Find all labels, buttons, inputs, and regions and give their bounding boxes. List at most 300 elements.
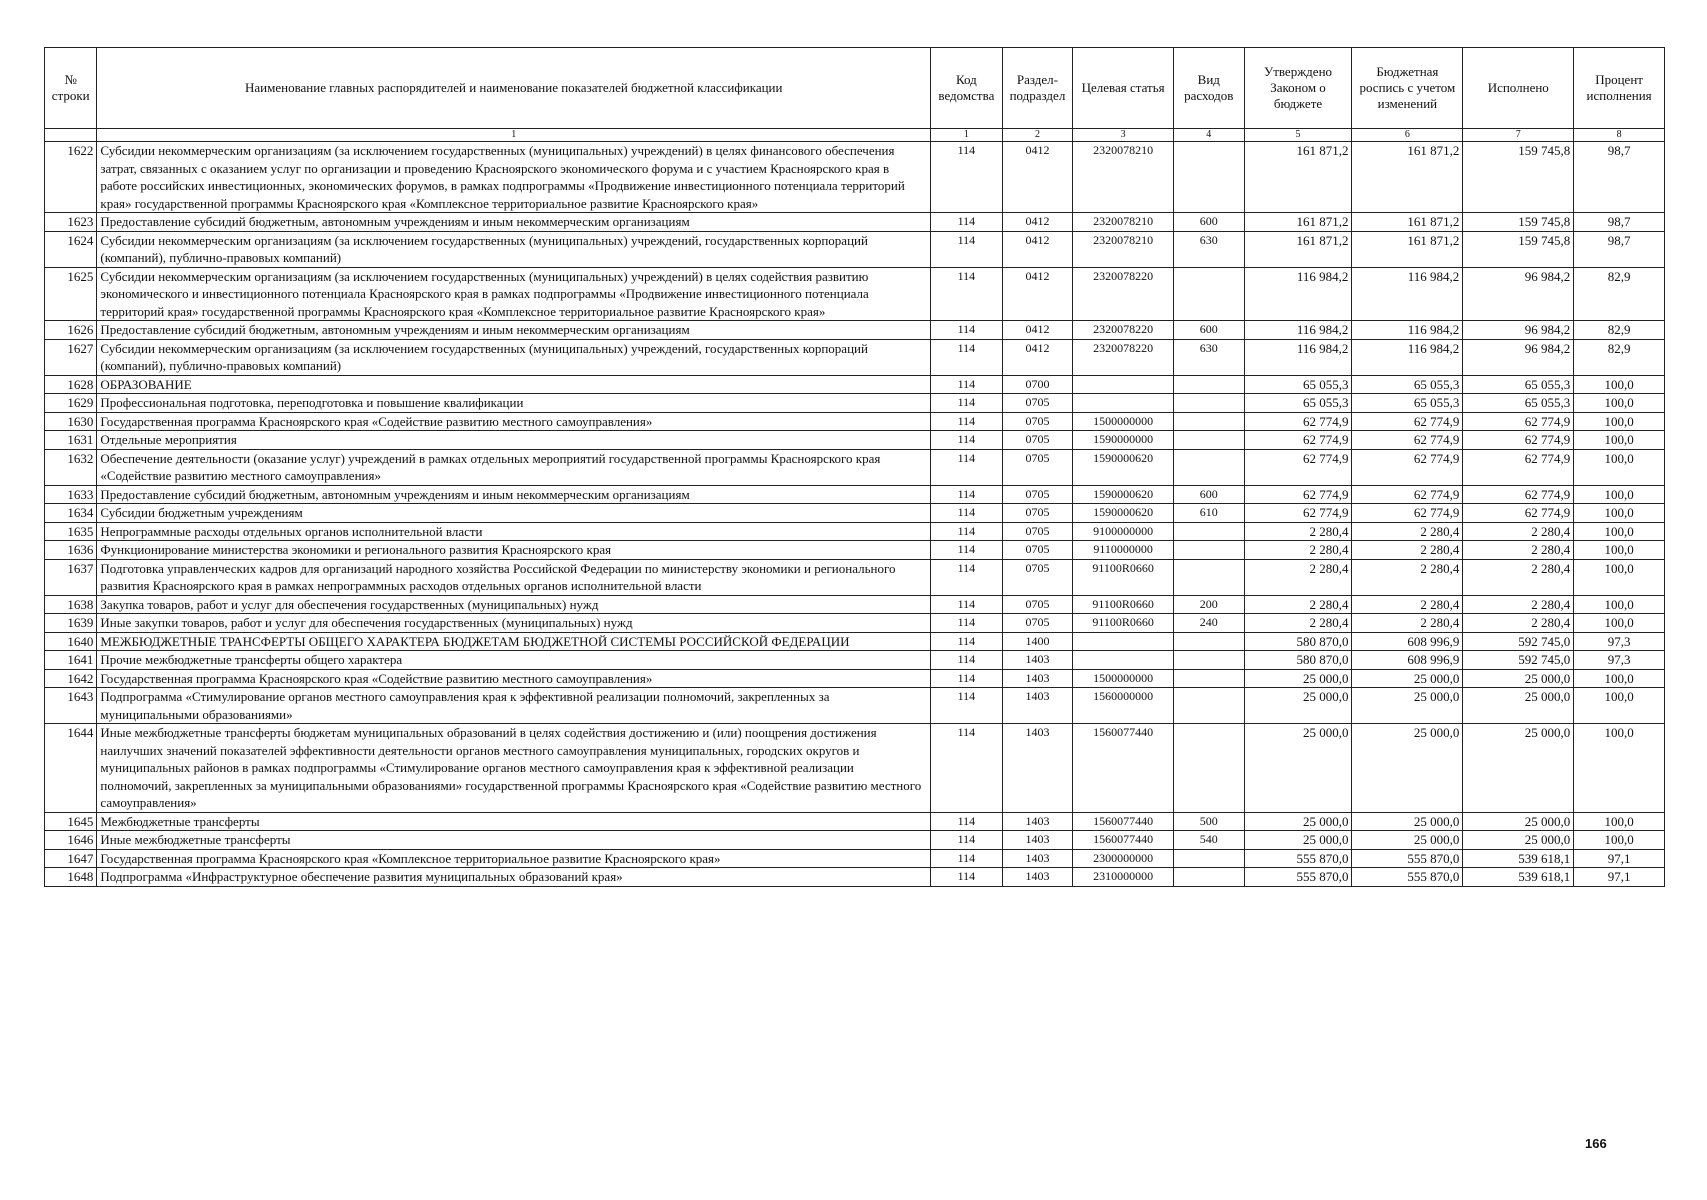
executed-amount: 25 000,0 — [1463, 669, 1574, 688]
table-row — [45, 724, 1665, 813]
row-name: Закупка товаров, работ и услуг для обеспечения государственных (муниципальных) нужд — [97, 595, 931, 614]
dept-code: 114 — [931, 669, 1003, 688]
header-target-article: Целевая статья — [1073, 48, 1174, 129]
approved-amount: 62 774,9 — [1244, 431, 1352, 450]
budget-amount: 116 984,2 — [1352, 339, 1463, 375]
row-number: 1643 — [45, 688, 97, 724]
executed-amount: 65 055,3 — [1463, 375, 1574, 394]
section-code: 0412 — [1002, 267, 1073, 321]
row-number: 1644 — [45, 724, 97, 813]
executed-amount: 62 774,9 — [1463, 449, 1574, 485]
row-name: Подпрограмма «Стимулирование органов местного самоуправления края к эффективной реализации полномочий, закрепленных за муниципальными образованиями» — [97, 688, 931, 724]
target-article: 9110000000 — [1073, 541, 1174, 560]
dept-code: 114 — [931, 632, 1003, 651]
row-name: Отдельные мероприятия — [97, 431, 931, 450]
percent-executed: 100,0 — [1574, 688, 1665, 724]
expense-type — [1174, 651, 1245, 670]
expense-type — [1174, 669, 1245, 688]
approved-amount: 62 774,9 — [1244, 449, 1352, 485]
row-number: 1627 — [45, 339, 97, 375]
executed-amount: 2 280,4 — [1463, 559, 1574, 595]
budget-amount: 2 280,4 — [1352, 614, 1463, 633]
header-row — [45, 48, 1665, 129]
percent-executed: 100,0 — [1574, 375, 1665, 394]
section-code: 0412 — [1002, 339, 1073, 375]
executed-amount: 539 618,1 — [1463, 849, 1574, 868]
row-name: Иные межбюджетные трансферты бюджетам муниципальных образований в целях содействия достижению и (или) поощрения достижения наилучших значений показателей эффективности деятельности органов местного самоуправления муниципальных, городских округов и муниципальных районов в рамках подпрограммы «Стимулирование органов местного самоуправления края к эффективной реализации полномочий, закрепленных за муниципальными образованиями» государственной программы Красноярского края «Содействие развитию местного самоуправления» — [97, 724, 931, 813]
executed-amount: 159 745,8 — [1463, 142, 1574, 213]
column-number: 7 — [1463, 129, 1574, 142]
dept-code: 114 — [931, 724, 1003, 813]
row-number: 1647 — [45, 849, 97, 868]
row-number: 1641 — [45, 651, 97, 670]
row-number: 1623 — [45, 213, 97, 232]
approved-amount: 2 280,4 — [1244, 559, 1352, 595]
section-code: 1403 — [1002, 669, 1073, 688]
dept-code: 114 — [931, 651, 1003, 670]
budget-amount: 2 280,4 — [1352, 559, 1463, 595]
row-number: 1626 — [45, 321, 97, 340]
row-number: 1638 — [45, 595, 97, 614]
approved-amount: 25 000,0 — [1244, 688, 1352, 724]
target-article — [1073, 632, 1174, 651]
approved-amount: 62 774,9 — [1244, 412, 1352, 431]
section-code: 1403 — [1002, 868, 1073, 887]
target-article: 2320078210 — [1073, 213, 1174, 232]
table-row — [45, 595, 1665, 614]
header-row-number: № строки — [45, 48, 97, 129]
section-code: 0700 — [1002, 375, 1073, 394]
approved-amount: 25 000,0 — [1244, 831, 1352, 850]
budget-amount: 555 870,0 — [1352, 849, 1463, 868]
approved-amount: 580 870,0 — [1244, 632, 1352, 651]
approved-amount: 25 000,0 — [1244, 812, 1352, 831]
budget-amount: 62 774,9 — [1352, 449, 1463, 485]
approved-amount: 2 280,4 — [1244, 595, 1352, 614]
row-name: Подготовка управленческих кадров для организаций народного хозяйства Российской Федерации по министерству экономики и регионального развития Красноярского края в рамках непрограммных расходов отдельных органов исполнительной власти — [97, 559, 931, 595]
section-code: 0705 — [1002, 485, 1073, 504]
section-code: 0705 — [1002, 559, 1073, 595]
target-article: 91100R0660 — [1073, 595, 1174, 614]
dept-code: 114 — [931, 449, 1003, 485]
budget-amount: 116 984,2 — [1352, 267, 1463, 321]
approved-amount: 555 870,0 — [1244, 868, 1352, 887]
table-row — [45, 614, 1665, 633]
section-code: 0705 — [1002, 595, 1073, 614]
percent-executed: 82,9 — [1574, 339, 1665, 375]
target-article: 2320078210 — [1073, 231, 1174, 267]
row-name: Субсидии некоммерческим организациям (за исключением государственных (муниципальных) учреждений) в целях финансового обеспечения затрат, связанных с оказанием услуг по организации и проведению Красноярского экономического форума и с участием Красноярского края в работе российских инвестиционных, экономических форумов, в рамках подпрограммы «Продвижение инвестиционного потенциала территорий края» государственной программы Красноярского края «Комплексное территориальное развитие Красноярского края» — [97, 142, 931, 213]
expense-type — [1174, 541, 1245, 560]
percent-executed: 100,0 — [1574, 724, 1665, 813]
budget-amount: 2 280,4 — [1352, 595, 1463, 614]
row-name: Прочие межбюджетные трансферты общего характера — [97, 651, 931, 670]
section-code: 1403 — [1002, 849, 1073, 868]
budget-amount: 25 000,0 — [1352, 688, 1463, 724]
dept-code: 114 — [931, 142, 1003, 213]
expense-type: 630 — [1174, 231, 1245, 267]
expense-type — [1174, 142, 1245, 213]
target-article — [1073, 375, 1174, 394]
row-name: Государственная программа Красноярского края «Содействие развитию местного самоуправления» — [97, 669, 931, 688]
section-code: 1403 — [1002, 812, 1073, 831]
approved-amount: 2 280,4 — [1244, 614, 1352, 633]
approved-amount: 161 871,2 — [1244, 142, 1352, 213]
table-row — [45, 669, 1665, 688]
row-number: 1632 — [45, 449, 97, 485]
approved-amount: 62 774,9 — [1244, 485, 1352, 504]
percent-executed: 100,0 — [1574, 812, 1665, 831]
row-number: 1645 — [45, 812, 97, 831]
target-article — [1073, 651, 1174, 670]
row-name: Непрограммные расходы отдельных органов исполнительной власти — [97, 522, 931, 541]
dept-code: 114 — [931, 375, 1003, 394]
executed-amount: 62 774,9 — [1463, 504, 1574, 523]
dept-code: 114 — [931, 412, 1003, 431]
row-name: Иные межбюджетные трансферты — [97, 831, 931, 850]
approved-amount: 2 280,4 — [1244, 522, 1352, 541]
executed-amount: 539 618,1 — [1463, 868, 1574, 887]
expense-type — [1174, 559, 1245, 595]
expense-type — [1174, 724, 1245, 813]
table-row — [45, 632, 1665, 651]
dept-code: 114 — [931, 504, 1003, 523]
header-budget-schedule: Бюджетная роспись с учетом изменений — [1352, 48, 1463, 129]
budget-amount: 161 871,2 — [1352, 231, 1463, 267]
column-number: 3 — [1073, 129, 1174, 142]
expense-type: 240 — [1174, 614, 1245, 633]
table-row — [45, 231, 1665, 267]
row-name: Субсидии некоммерческим организациям (за исключением государственных (муниципальных) учреждений, государственных корпораций (компаний), публично-правовых компаний) — [97, 231, 931, 267]
page-number: 166 — [1585, 1136, 1607, 1151]
row-number: 1635 — [45, 522, 97, 541]
row-name: Функционирование министерства экономики и регионального развития Красноярского края — [97, 541, 931, 560]
dept-code: 114 — [931, 522, 1003, 541]
table-row — [45, 339, 1665, 375]
expense-type: 600 — [1174, 321, 1245, 340]
row-number: 1625 — [45, 267, 97, 321]
row-number: 1628 — [45, 375, 97, 394]
percent-executed: 97,3 — [1574, 651, 1665, 670]
row-number: 1624 — [45, 231, 97, 267]
percent-executed: 100,0 — [1574, 431, 1665, 450]
header-percent: Процент исполнения — [1574, 48, 1665, 129]
percent-executed: 100,0 — [1574, 541, 1665, 560]
header-executed: Исполнено — [1463, 48, 1574, 129]
column-number — [45, 129, 97, 142]
row-name: Государственная программа Красноярского края «Комплексное территориальное развитие Красноярского края» — [97, 849, 931, 868]
row-number: 1639 — [45, 614, 97, 633]
target-article: 1500000000 — [1073, 669, 1174, 688]
approved-amount: 161 871,2 — [1244, 231, 1352, 267]
expense-type — [1174, 849, 1245, 868]
expense-type: 200 — [1174, 595, 1245, 614]
expense-type — [1174, 688, 1245, 724]
target-article: 2320078210 — [1073, 142, 1174, 213]
table-row — [45, 431, 1665, 450]
section-code: 0705 — [1002, 449, 1073, 485]
table-row — [45, 485, 1665, 504]
executed-amount: 62 774,9 — [1463, 485, 1574, 504]
row-name: Предоставление субсидий бюджетным, автономным учреждениям и иным некоммерческим организациям — [97, 321, 931, 340]
row-number: 1633 — [45, 485, 97, 504]
target-article: 2320078220 — [1073, 339, 1174, 375]
dept-code: 114 — [931, 431, 1003, 450]
budget-amount: 62 774,9 — [1352, 431, 1463, 450]
target-article: 1560077440 — [1073, 831, 1174, 850]
table-row — [45, 142, 1665, 213]
section-code: 1403 — [1002, 651, 1073, 670]
target-article: 2310000000 — [1073, 868, 1174, 887]
table-row — [45, 541, 1665, 560]
header-dept-code: Код ведомства — [931, 48, 1003, 129]
table-row — [45, 412, 1665, 431]
expense-type: 630 — [1174, 339, 1245, 375]
target-article: 2300000000 — [1073, 849, 1174, 868]
expense-type: 500 — [1174, 812, 1245, 831]
row-name: Профессиональная подготовка, переподготовка и повышение квалификации — [97, 394, 931, 413]
percent-executed: 100,0 — [1574, 504, 1665, 523]
column-number: 1 — [97, 129, 931, 142]
budget-amount: 2 280,4 — [1352, 522, 1463, 541]
table-row — [45, 522, 1665, 541]
approved-amount: 2 280,4 — [1244, 541, 1352, 560]
table-row — [45, 504, 1665, 523]
executed-amount: 62 774,9 — [1463, 431, 1574, 450]
row-number: 1622 — [45, 142, 97, 213]
executed-amount: 2 280,4 — [1463, 595, 1574, 614]
table-row — [45, 559, 1665, 595]
approved-amount: 161 871,2 — [1244, 213, 1352, 232]
target-article: 2320078220 — [1073, 267, 1174, 321]
dept-code: 114 — [931, 559, 1003, 595]
executed-amount: 25 000,0 — [1463, 724, 1574, 813]
header-section: Раздел-подраздел — [1002, 48, 1073, 129]
expense-type — [1174, 375, 1245, 394]
percent-executed: 98,7 — [1574, 213, 1665, 232]
row-name: Субсидии бюджетным учреждениям — [97, 504, 931, 523]
row-name: Межбюджетные трансферты — [97, 812, 931, 831]
row-number: 1636 — [45, 541, 97, 560]
section-code: 0705 — [1002, 412, 1073, 431]
budget-amount: 608 996,9 — [1352, 651, 1463, 670]
table-row — [45, 831, 1665, 850]
approved-amount: 65 055,3 — [1244, 375, 1352, 394]
header-expense-type: Вид расходов — [1174, 48, 1245, 129]
dept-code: 114 — [931, 231, 1003, 267]
section-code: 0412 — [1002, 321, 1073, 340]
budget-amount: 25 000,0 — [1352, 669, 1463, 688]
budget-amount: 62 774,9 — [1352, 485, 1463, 504]
dept-code: 114 — [931, 485, 1003, 504]
target-article: 91100R0660 — [1073, 614, 1174, 633]
percent-executed: 82,9 — [1574, 267, 1665, 321]
table-row — [45, 375, 1665, 394]
expense-type — [1174, 632, 1245, 651]
percent-executed: 98,7 — [1574, 231, 1665, 267]
header-name: Наименование главных распорядителей и наименование показателей бюджетной классификации — [97, 48, 931, 129]
executed-amount: 96 984,2 — [1463, 339, 1574, 375]
column-number: 8 — [1574, 129, 1665, 142]
dept-code: 114 — [931, 849, 1003, 868]
target-article: 1500000000 — [1073, 412, 1174, 431]
executed-amount: 592 745,0 — [1463, 651, 1574, 670]
section-code: 0705 — [1002, 431, 1073, 450]
section-code: 0412 — [1002, 142, 1073, 213]
expense-type — [1174, 431, 1245, 450]
expense-type — [1174, 868, 1245, 887]
dept-code: 114 — [931, 868, 1003, 887]
budget-amount: 62 774,9 — [1352, 412, 1463, 431]
section-code: 1403 — [1002, 831, 1073, 850]
section-code: 0412 — [1002, 213, 1073, 232]
approved-amount: 555 870,0 — [1244, 849, 1352, 868]
approved-amount: 25 000,0 — [1244, 669, 1352, 688]
executed-amount: 2 280,4 — [1463, 541, 1574, 560]
header-approved: Утверждено Законом о бюджете — [1244, 48, 1352, 129]
section-code: 1403 — [1002, 688, 1073, 724]
approved-amount: 116 984,2 — [1244, 321, 1352, 340]
row-number: 1646 — [45, 831, 97, 850]
expense-type: 610 — [1174, 504, 1245, 523]
row-name: Подпрограмма «Инфраструктурное обеспечение развития муниципальных образований края» — [97, 868, 931, 887]
expense-type — [1174, 267, 1245, 321]
table-row — [45, 868, 1665, 887]
row-number: 1634 — [45, 504, 97, 523]
target-article: 1560077440 — [1073, 812, 1174, 831]
section-code: 0412 — [1002, 231, 1073, 267]
executed-amount: 592 745,0 — [1463, 632, 1574, 651]
budget-amount: 2 280,4 — [1352, 541, 1463, 560]
row-name: Иные закупки товаров, работ и услуг для обеспечения государственных (муниципальных) нужд — [97, 614, 931, 633]
executed-amount: 25 000,0 — [1463, 688, 1574, 724]
column-number-row — [45, 129, 1665, 142]
target-article: 9100000000 — [1073, 522, 1174, 541]
column-number: 4 — [1174, 129, 1245, 142]
percent-executed: 97,1 — [1574, 868, 1665, 887]
budget-table — [44, 47, 1665, 887]
section-code: 0705 — [1002, 394, 1073, 413]
row-name: ОБРАЗОВАНИЕ — [97, 375, 931, 394]
row-number: 1642 — [45, 669, 97, 688]
budget-amount: 25 000,0 — [1352, 724, 1463, 813]
section-code: 0705 — [1002, 504, 1073, 523]
expense-type: 600 — [1174, 485, 1245, 504]
percent-executed: 100,0 — [1574, 614, 1665, 633]
dept-code: 114 — [931, 339, 1003, 375]
table-row — [45, 213, 1665, 232]
row-number: 1630 — [45, 412, 97, 431]
percent-executed: 100,0 — [1574, 831, 1665, 850]
row-name: Обеспечение деятельности (оказание услуг) учреждений в рамках отдельных мероприятий государственной программы Красноярского края «Содействие развитию местного самоуправления» — [97, 449, 931, 485]
section-code: 0705 — [1002, 522, 1073, 541]
row-number: 1631 — [45, 431, 97, 450]
row-name: Субсидии некоммерческим организациям (за исключением государственных (муниципальных) учреждений, государственных корпораций (компаний), публично-правовых компаний) — [97, 339, 931, 375]
budget-amount: 608 996,9 — [1352, 632, 1463, 651]
section-code: 1403 — [1002, 724, 1073, 813]
approved-amount: 580 870,0 — [1244, 651, 1352, 670]
table-row — [45, 267, 1665, 321]
executed-amount: 65 055,3 — [1463, 394, 1574, 413]
percent-executed: 98,7 — [1574, 142, 1665, 213]
dept-code: 114 — [931, 541, 1003, 560]
executed-amount: 96 984,2 — [1463, 321, 1574, 340]
expense-type: 540 — [1174, 831, 1245, 850]
dept-code: 114 — [931, 688, 1003, 724]
dept-code: 114 — [931, 213, 1003, 232]
budget-amount: 555 870,0 — [1352, 868, 1463, 887]
percent-executed: 100,0 — [1574, 559, 1665, 595]
column-number: 5 — [1244, 129, 1352, 142]
row-name: Субсидии некоммерческим организациям (за исключением государственных (муниципальных) учреждений) в целях содействия развитию экономического и инвестиционного потенциала Красноярского края в рамках подпрограммы «Продвижение инвестиционного потенциала территорий края» государственной программы Красноярского края «Комплексное территориальное развитие Красноярского края» — [97, 267, 931, 321]
dept-code: 114 — [931, 267, 1003, 321]
dept-code: 114 — [931, 614, 1003, 633]
budget-amount: 65 055,3 — [1352, 375, 1463, 394]
target-article: 1590000000 — [1073, 431, 1174, 450]
executed-amount: 159 745,8 — [1463, 213, 1574, 232]
expense-type — [1174, 522, 1245, 541]
section-code: 0705 — [1002, 541, 1073, 560]
dept-code: 114 — [931, 595, 1003, 614]
dept-code: 114 — [931, 394, 1003, 413]
percent-executed: 97,1 — [1574, 849, 1665, 868]
target-article: 1590000620 — [1073, 504, 1174, 523]
budget-amount: 25 000,0 — [1352, 812, 1463, 831]
budget-amount: 116 984,2 — [1352, 321, 1463, 340]
target-article: 1590000620 — [1073, 485, 1174, 504]
executed-amount: 2 280,4 — [1463, 614, 1574, 633]
percent-executed: 100,0 — [1574, 394, 1665, 413]
section-code: 1400 — [1002, 632, 1073, 651]
row-number: 1640 — [45, 632, 97, 651]
percent-executed: 100,0 — [1574, 595, 1665, 614]
target-article: 1590000620 — [1073, 449, 1174, 485]
column-number: 1 — [931, 129, 1003, 142]
column-number: 2 — [1002, 129, 1073, 142]
table-row — [45, 321, 1665, 340]
executed-amount: 96 984,2 — [1463, 267, 1574, 321]
table-row — [45, 812, 1665, 831]
budget-amount: 62 774,9 — [1352, 504, 1463, 523]
target-article: 1560000000 — [1073, 688, 1174, 724]
executed-amount: 2 280,4 — [1463, 522, 1574, 541]
table-row — [45, 688, 1665, 724]
row-name: МЕЖБЮДЖЕТНЫЕ ТРАНСФЕРТЫ ОБЩЕГО ХАРАКТЕРА БЮДЖЕТАМ БЮДЖЕТНОЙ СИСТЕМЫ РОССИЙСКОЙ ФЕДЕРАЦИИ — [97, 632, 931, 651]
row-name: Предоставление субсидий бюджетным, автономным учреждениям и иным некоммерческим организациям — [97, 213, 931, 232]
row-number: 1637 — [45, 559, 97, 595]
percent-executed: 100,0 — [1574, 449, 1665, 485]
executed-amount: 62 774,9 — [1463, 412, 1574, 431]
target-article: 91100R0660 — [1073, 559, 1174, 595]
percent-executed: 82,9 — [1574, 321, 1665, 340]
budget-amount: 65 055,3 — [1352, 394, 1463, 413]
row-name: Предоставление субсидий бюджетным, автономным учреждениям и иным некоммерческим организациям — [97, 485, 931, 504]
budget-amount: 25 000,0 — [1352, 831, 1463, 850]
budget-amount: 161 871,2 — [1352, 213, 1463, 232]
column-number: 6 — [1352, 129, 1463, 142]
table-row — [45, 849, 1665, 868]
table-row — [45, 394, 1665, 413]
percent-executed: 97,3 — [1574, 632, 1665, 651]
expense-type — [1174, 394, 1245, 413]
percent-executed: 100,0 — [1574, 669, 1665, 688]
row-number: 1629 — [45, 394, 97, 413]
target-article: 1560077440 — [1073, 724, 1174, 813]
approved-amount: 62 774,9 — [1244, 504, 1352, 523]
section-code: 0705 — [1002, 614, 1073, 633]
percent-executed: 100,0 — [1574, 412, 1665, 431]
row-number: 1648 — [45, 868, 97, 887]
